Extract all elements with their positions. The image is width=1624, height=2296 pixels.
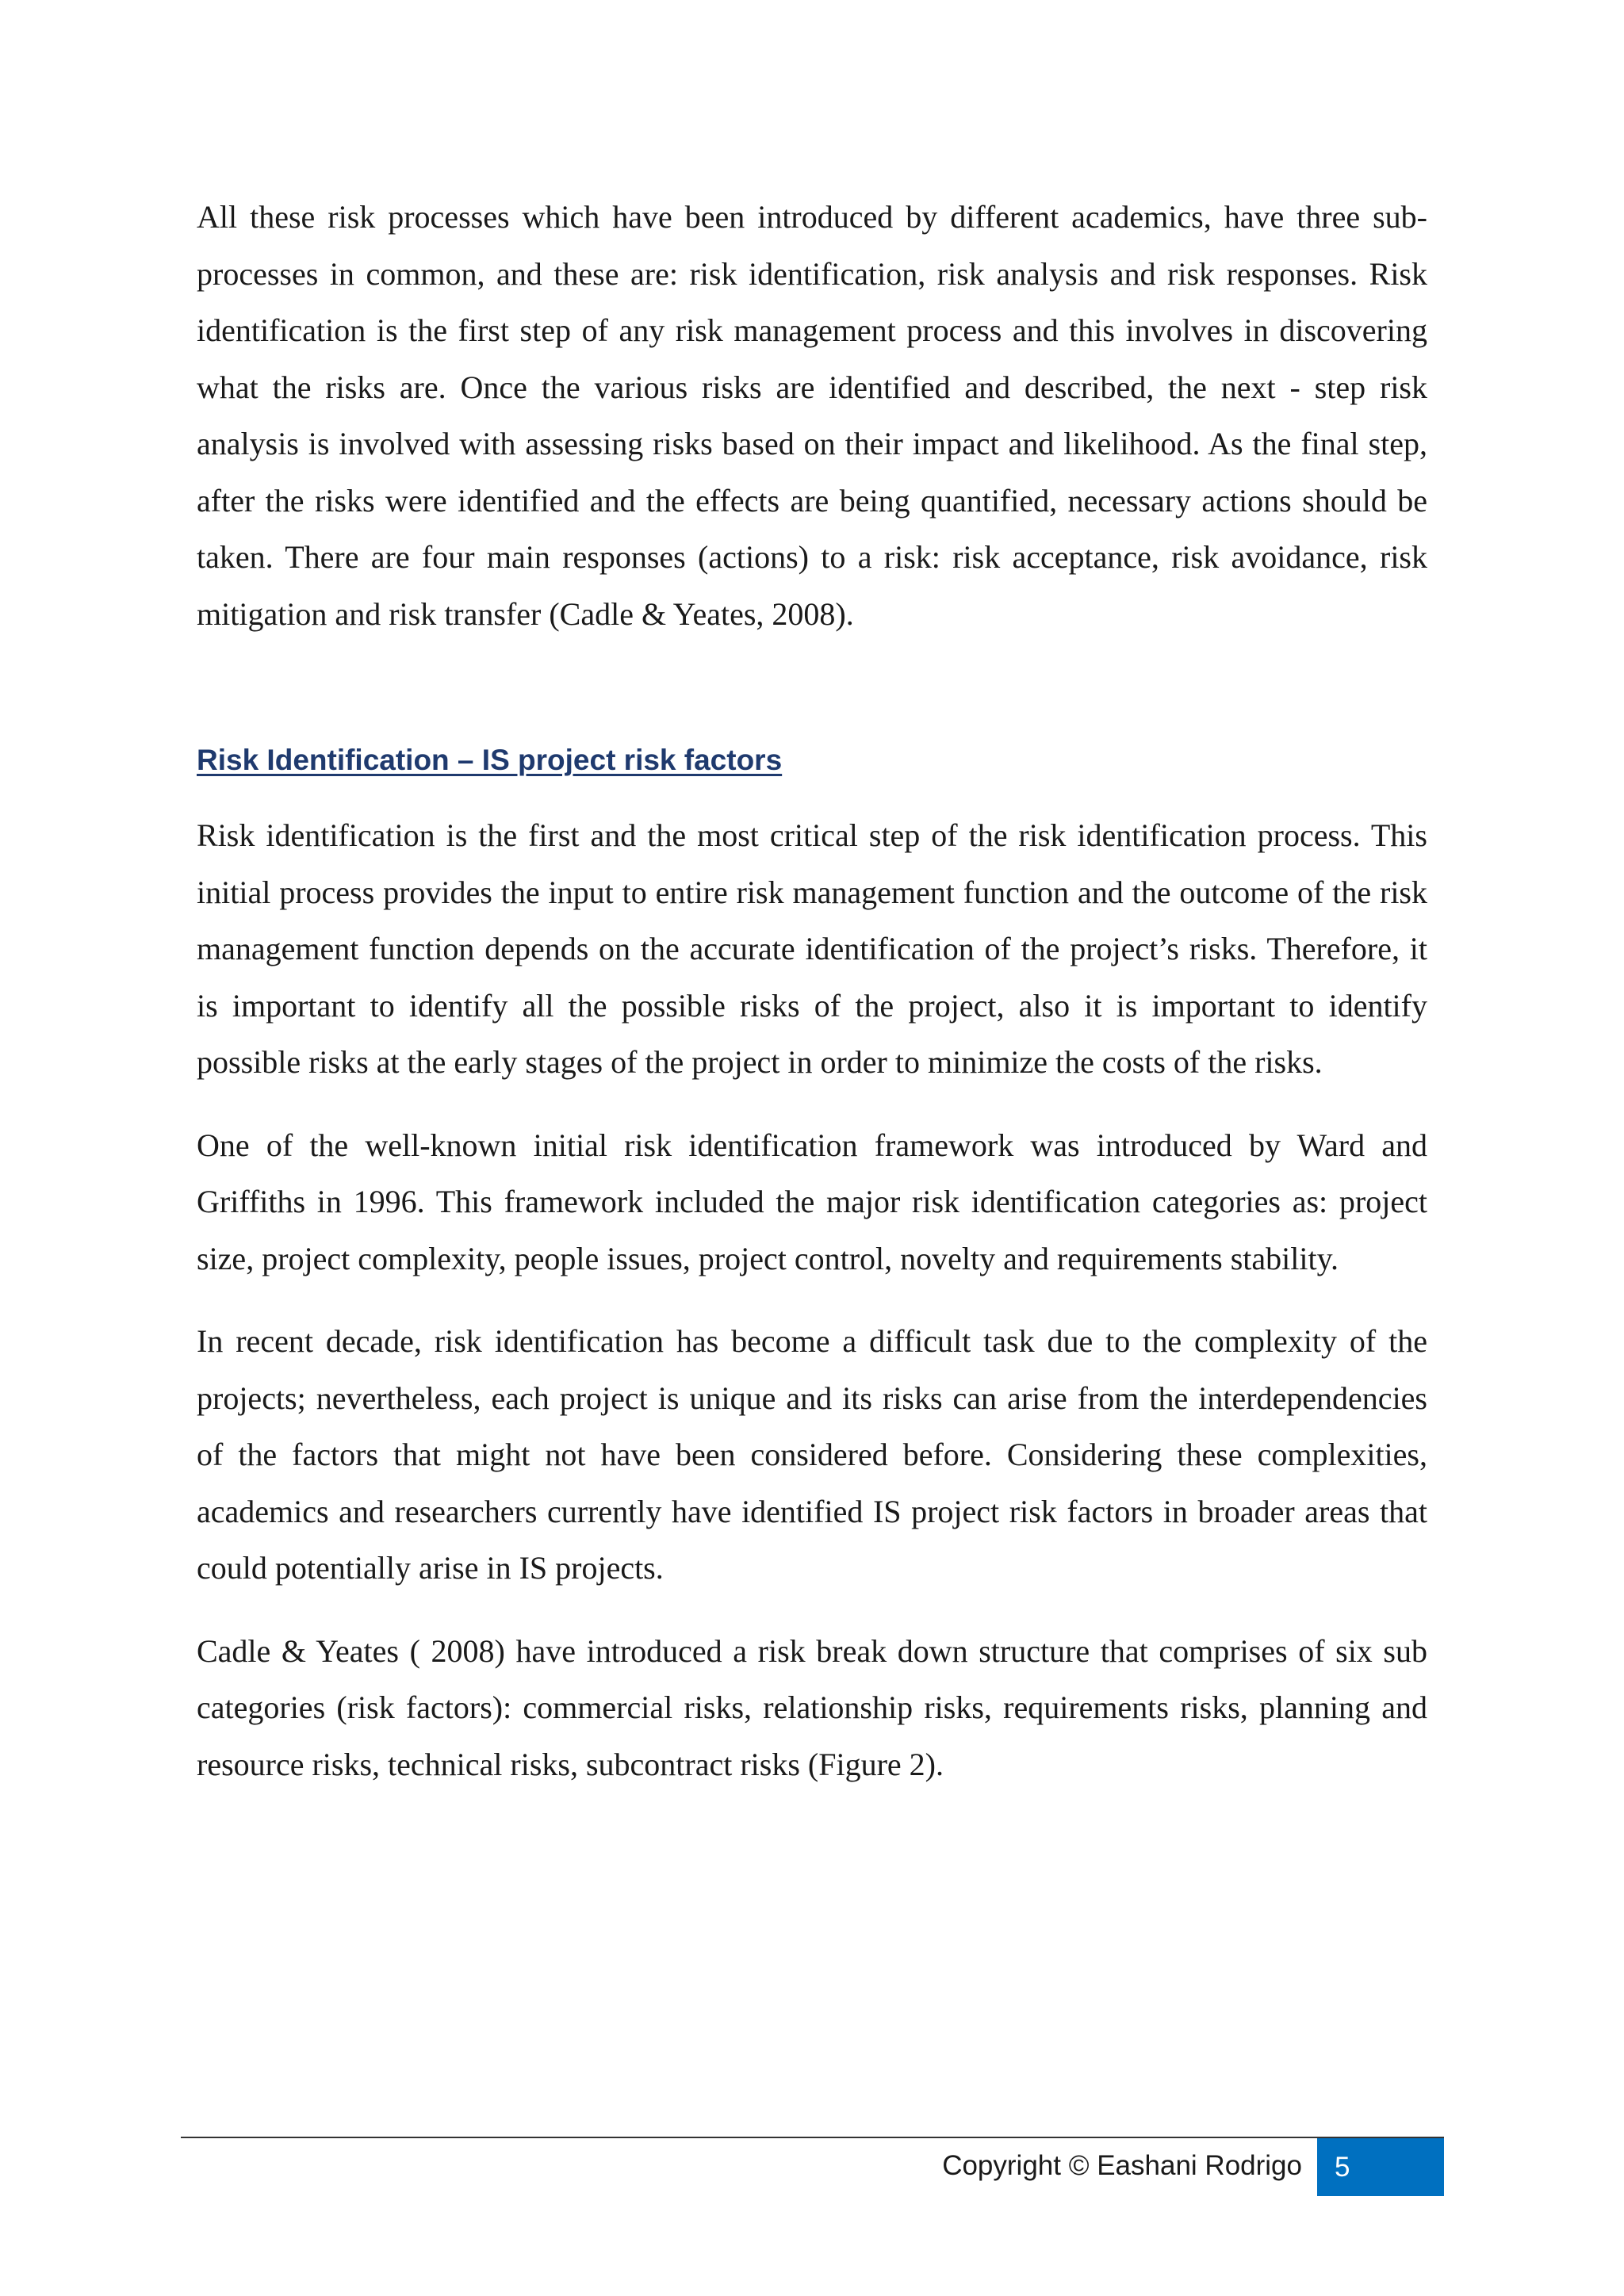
- body-paragraph-1: Risk identification is the first and the most critical step of the risk identification process. This initial process provides the input to entire risk management function and the outcome of the risk management function depends on the accurate identification of the project’s risks. Therefore, it is important to identify all the possible risks of the project, also it is important to identify possible risks at the early stages of the project in order to minimize the costs of the risks.: [197, 817, 1427, 1080]
- footer-divider: [181, 2137, 1444, 2138]
- section-body: [197, 807, 1427, 1793]
- body-paragraph-4: Cadle & Yeates ( 2008) have introduced a risk break down structure that comprises of six sub categories (risk factors): commercial risks, relationship risks, requirements risks, planning and resource risks, technical risks, subcontract risks (Figure 2).: [197, 1632, 1427, 1782]
- intro-paragraph: All these risk processes which have been introduced by different academics, have three sub-processes in common, and these are: risk identification, risk analysis and risk responses. Risk identification is the first step of any risk management process and this involves in discovering what the risks are. Once the various risks are identified and described, the next - step risk analysis is involved with assessing risks based on their impact and likelihood. As the final step, after the risks were identified and the effects are being quantified, necessary actions should be taken. There are four main responses (actions) to a risk: risk acceptance, risk avoidance, risk mitigation and risk transfer (Cadle & Yeates, 2008).: [197, 199, 1427, 632]
- section-heading: Risk Identification – IS project risk factors: [197, 744, 783, 776]
- body-paragraph-2: One of the well-known initial risk identification framework was introduced by Ward and Griffiths in 1996. This framework included the major risk identification categories as: project size, project complexity, people issues, project control, novelty and requirements stability.: [197, 1127, 1427, 1276]
- footer-copyright: Copyright © Eashani Rodrigo: [942, 2150, 1302, 2181]
- page-body: [197, 189, 1427, 1782]
- body-paragraph-3: In recent decade, risk identification has become a difficult task due to the complexity of the projects; nevertheless, each project is unique and its risks can arise from the interdependencies of the factors that might not have been considered before. Considering these complexities, academics and researchers currently have identified IS project risk factors in broader areas that could potentially arise in IS projects.: [197, 1323, 1427, 1586]
- page-number-badge: 5: [1317, 2138, 1444, 2196]
